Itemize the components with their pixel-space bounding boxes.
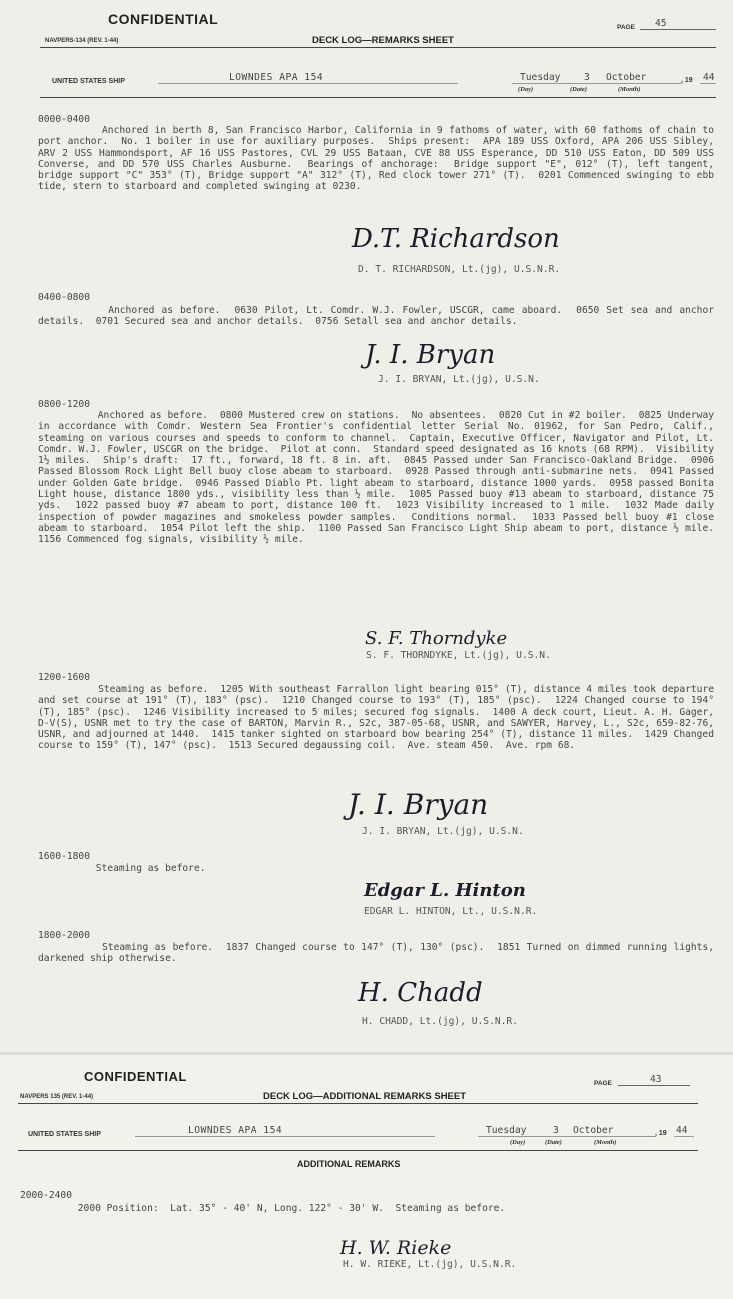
signing-officer: H. CHADD, Lt.(jg), U.S.N.R. (362, 1016, 518, 1027)
date-caption: (Date) (570, 86, 587, 93)
watch-remarks: Steaming as before. 1205 With southeast Farrallon light bearing 015° (T), distance 4 miles took departure and set course at 191° (T), 183° (psc). 1210 Changed course to 193° (T), 185° (psc). 1224 Changed course to 194° (T), 185° (psc). 1246 Visibility increased to 5 miles; secured fog signals. 1400 A deck court, Lieut. A. H. Gager, D-V(S), USNR met to try the case of BARTON, Marvin R., S2c, 387-05-68, USNR, and SAWYER, Harvey, L., S2c, 659-82-76, USNR, and adjourned at 1440. 1415 tanker sighted on starboard bow bearing 254° (T), distance 11 miles. 1429 Changed course to 159° (T), 147° (psc). 1513 Secured degaussing coil. Ave. steam 450. Ave. rpm 68. (38, 684, 720, 752)
log-year: 44 (676, 1125, 688, 1136)
day-caption: (Day) (518, 86, 534, 93)
watch-period: 1200-1600 (38, 672, 90, 683)
watch-remarks: Anchored as before. 0630 Pilot, Lt. Comdr. W.J. Fowler, USCGR, came aboard. 0650 Set sea and anchor details. 0701 Secured sea and anchor details. 0756 Setall sea and anchor details. (38, 305, 720, 328)
ship-name: LOWNDES APA 154 (229, 72, 324, 83)
page-label: PAGE (594, 1080, 612, 1087)
log-day: Tuesday (520, 72, 561, 83)
watch-remarks: Anchored as before. 0800 Mustered crew on stations. No absentees. 0820 Cut in #2 boiler. 0825 Underway in accordance with Comdr. Western Sea Frontier's confidential letter Serial No. 01962, for San Pedro, Calif., steaming on various courses and speeds to conform to channel. Captain, Executive Officer, Navigator and Pilot, Lt. Comdr. W.J. Fowler, USCGR on the bridge. Pilot at conn. Standard speed designated as 16 knots (68 RPM). Visibility 1½ miles. Ship's draft: 17 ft., forward, 18 ft. 8 in. aft. 0845 Passed under San Francisco-Oakland Bridge. 0906 Passed Blossom Rock Light Bell buoy close abeam to starboard. 0928 Passed through anti-submarine nets. 0941 Passed under Golden Gate bridge. 0946 Passed Diablo Pt. light abeam to starboard, distance 1000 yards. 0958 passed Bonita Light house, distance 1800 yds., visibility less than ½ mile. 1005 Passed buoy #13 abeam to starboard, distance 75 yds. 1022 passed buoy #7 abeam to port, distance 100 ft. 1023 Visibility increased to 1 mile. 1032 Made daily inspection of powder magazines and smokeless powder samples. Conditions normal. 1033 Passed bell buoy #1 close abeam to starboard. 1054 Pilot left the ship. 1100 Passed San Francisco Light Ship abeam to port, distance ½ mile. 1156 Commenced fog signals, visibility ½ mile. (38, 410, 726, 546)
log-month: October (573, 1125, 614, 1136)
page-label: PAGE (617, 24, 635, 31)
ship-label: UNITED STATES SHIP (28, 1131, 101, 1138)
log-date: 3 (553, 1125, 559, 1136)
officer-signature: H. W. Rieke (340, 1237, 452, 1259)
classification-stamp: CONFIDENTIAL (108, 11, 219, 27)
signing-officer: D. T. RICHARDSON, Lt.(jg), U.S.N.R. (358, 264, 561, 275)
sheet-title: DECK LOG—ADDITIONAL REMARKS SHEET (263, 1091, 467, 1102)
section-title: ADDITIONAL REMARKS (297, 1159, 401, 1169)
officer-signature: J. I. Bryan (348, 788, 489, 821)
watch-period: 1600-1800 (38, 851, 90, 862)
watch-period: 2000-2400 (20, 1190, 72, 1201)
signing-officer: EDGAR L. HINTON, Lt., U.S.N.R. (364, 906, 538, 917)
officer-signature: D.T. Richardson (352, 224, 560, 254)
ship-name: LOWNDES APA 154 (188, 1125, 283, 1136)
watch-period: 0000-0400 (38, 114, 90, 125)
officer-signature: H. Chadd (358, 978, 483, 1008)
log-day: Tuesday (486, 1125, 527, 1136)
signing-officer: J. I. BRYAN, Lt.(jg), U.S.N. (362, 826, 524, 837)
log-date: 3 (584, 72, 590, 83)
officer-signature: S. F. Thorndyke (365, 628, 508, 649)
ship-label: UNITED STATES SHIP (52, 78, 125, 85)
log-year: 44 (703, 72, 715, 83)
log-month: October (606, 72, 647, 83)
classification-stamp: CONFIDENTIAL (84, 1069, 187, 1084)
watch-remarks: Steaming as before. (38, 863, 206, 874)
signing-officer: J. I. BRYAN, Lt.(jg), U.S.N. (378, 374, 540, 385)
watch-remarks: 2000 Position: Lat. 35° - 40' N, Long. 122° - 30' W. Steaming as before. (20, 1203, 506, 1214)
officer-signature: J. I. Bryan (365, 340, 496, 370)
signing-officer: S. F. THORNDYKE, Lt.(jg), U.S.N. (366, 650, 551, 661)
page-number: 45 (655, 18, 667, 29)
form-number: NAVPERS 135 (REV. 1-44) (20, 1094, 94, 1100)
day-caption: (Day) (510, 1139, 526, 1146)
signing-officer: H. W. RIEKE, Lt.(jg), U.S.N.R. (343, 1259, 517, 1270)
sheet-title: DECK LOG—REMARKS SHEET (312, 35, 454, 46)
deck-log-sheet-2 (0, 1055, 733, 1299)
year-prefix: , 19 (681, 77, 693, 84)
year-prefix: , 19 (655, 1130, 667, 1137)
month-caption: (Month) (618, 86, 641, 93)
date-caption: (Date) (545, 1139, 562, 1146)
watch-period: 0400-0800 (38, 292, 90, 303)
watch-remarks: Anchored in berth 8, San Francisco Harbor, California in 9 fathoms of water, with 60 fathoms of chain to port anchor. No. 1 boiler in use for auxiliary purposes. Ships present: APA 189 USS Oxford, APA 206 USS Sibley, ARV 2 USS Hammondsport, AF 16 USS Pastores, CVL 29 USS Bataan, CVE 88 USS Esperance, DD 510 USS Eaton, DD 509 USS Converse, and DD 570 USS Charles Ausburne. Bearings of anchorage: Bridge support "E", 012° (T), left tangent, bridge support "C" 353° (T), Bridge support "A" 312° (T), Red clock tower 271° (T). 0201 Commenced swinging to ebb tide, stern to starboard and completed swinging at 0230. (38, 125, 720, 193)
page-number: 43 (650, 1074, 662, 1085)
form-number: NAVPERS-134 (REV. 1-44) (45, 38, 119, 44)
watch-period: 1800-2000 (38, 930, 90, 941)
officer-signature: Edgar L. Hinton (364, 880, 526, 901)
watch-period: 0800-1200 (38, 399, 90, 410)
watch-remarks: Steaming as before. 1837 Changed course to 147° (T), 130° (psc). 1851 Turned on dimmed running lights, darkened ship otherwise. (38, 942, 720, 965)
month-caption: (Month) (594, 1139, 617, 1146)
